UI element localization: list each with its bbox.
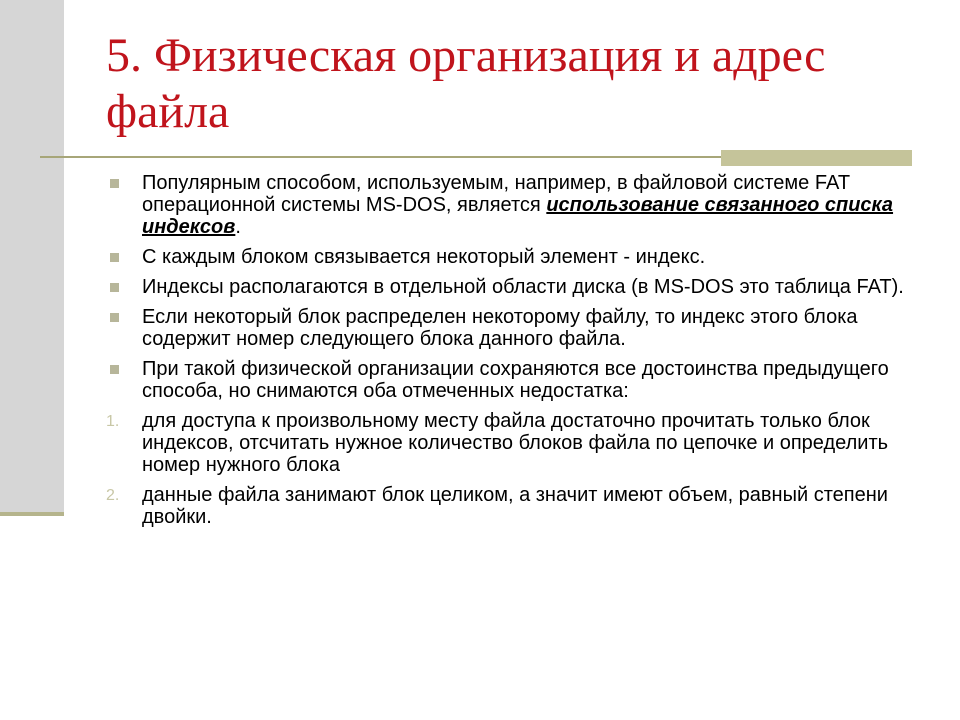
numbered-item: [104, 484, 934, 528]
item-emphasis: использование связанного списка индексов: [142, 194, 894, 238]
list-item: [104, 358, 934, 402]
bullet-square-icon: [110, 313, 119, 322]
list-item: [104, 246, 934, 268]
bullet-list: [104, 172, 934, 536]
numbered-item: [104, 410, 934, 476]
bullet-square-icon: [110, 253, 119, 262]
item-text: Индексы располагаются в отдельной области диска (в MS-DOS это таблица FAT).: [142, 276, 904, 298]
item-text: Популярным способом, используемым, например, в файловой системе FAT операционной системы MS-DOS, является: [142, 172, 850, 216]
left-band-edge: [0, 512, 64, 516]
title-accent-bar: [721, 150, 912, 166]
left-decorative-band: [0, 0, 64, 516]
bullet-square-icon: [110, 179, 119, 188]
slide-title: 5. Физическая организация и адрес файла: [106, 29, 826, 138]
item-number: 2.: [106, 487, 120, 504]
item-text-end: .: [235, 216, 241, 238]
list-item: [104, 172, 934, 238]
item-number: 1.: [106, 413, 120, 430]
list-item: [104, 276, 934, 298]
item-text: С каждым блоком связывается некоторый элемент - индекс.: [142, 246, 706, 268]
bullet-square-icon: [110, 283, 119, 292]
item-text: Если некоторый блок распределен некоторому файлу, то индекс этого блока содержит номер следующего блока данного файла.: [142, 306, 858, 350]
bullet-square-icon: [110, 365, 119, 374]
item-text: данные файла занимают блок целиком, а значит имеют объем, равный степени двойки.: [142, 484, 888, 528]
list-item: [104, 306, 934, 350]
item-text: для доступа к произвольному месту файла достаточно прочитать только блок индексов, отсчитать нужное количество блоков файла по цепочке и определить номер нужного блока: [142, 410, 889, 476]
item-text: При такой физической организации сохраняются все достоинства предыдущего способа, но снимаются оба отмеченных недостатка:: [142, 358, 889, 402]
